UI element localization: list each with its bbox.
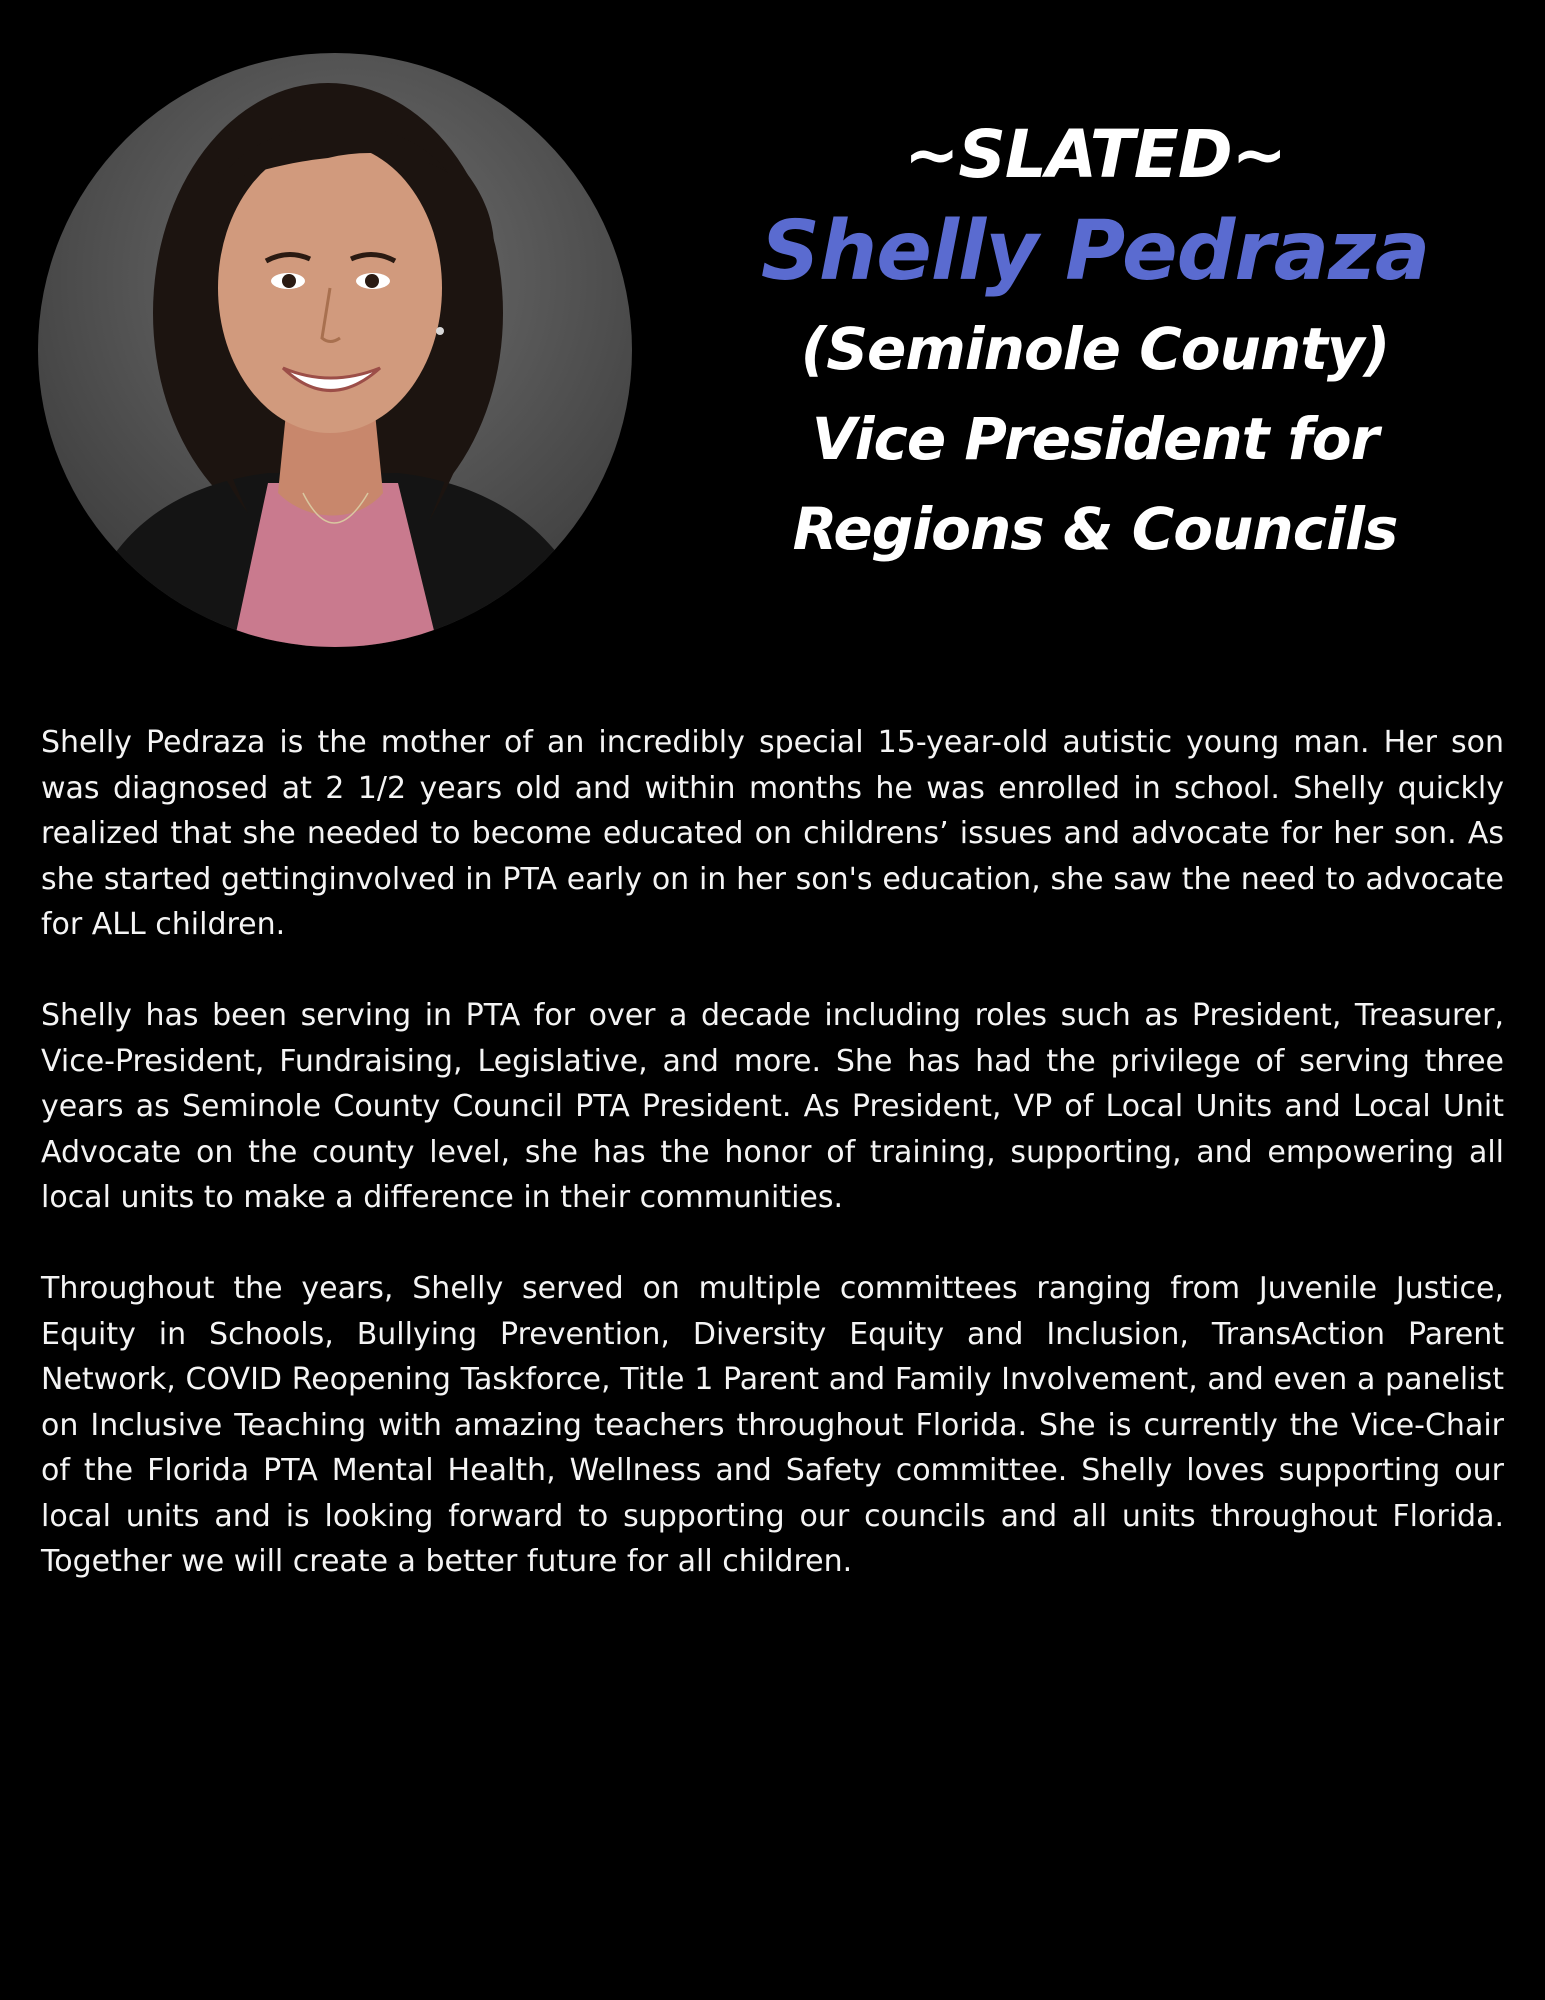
right-pupil [365,274,379,288]
slated-label: ~SLATED~ [904,116,1286,193]
bio-paragraph: Shelly has been serving in PTA for over a decade including roles such as President, Treasurer, Vice-President, Fundraising, Legislative, and more. She has had the privilege of serving three years as Seminole County Council PTA President. As President, VP of Local Units and Local Unit Advocate on the county level, she has the honor of training, supporting, and empowering all local units to make a difference in their communities. [41,998,1504,1215]
candidate-heading [700,110,1490,574]
earring [436,327,444,335]
bio-paragraph: Shelly Pedraza is the mother of an incredibly special 15-year-old autistic young man. Her son was diagnosed at 2 1/2 years old and within months he was enrolled in school. Shelly quickly realized that she needed to become educated on childrens’ issues and advocate for her son. As she started gettinginvolved in PTA early on in her son's education, she saw the need to advocate for ALL children. [41,725,1504,942]
county-label: (Seminole County) [800,315,1390,383]
position-title-line-2: Regions & Councils [792,495,1398,563]
bio-paragraph: Throughout the years, Shelly served on multiple committees ranging from Juvenile Justice, Equity in Schools, Bullying Prevention, Diversity Equity and Inclusion, TransAction Parent Network, COVID Reopening Taskforce, Title 1 Parent and Family Involvement, and even a panelist on Inclusive Teaching with amazing teachers throughout Florida. She is currently the Vice-Chair of the Florida PTA Mental Health, Wellness and Safety committee. Shelly loves supporting our local units and is looking forward to supporting our councils and all units throughout Florida. Together we will create a better future for all children. [41,1271,1504,1579]
position-title-line-1: Vice President for [811,405,1379,473]
left-pupil [282,274,296,288]
portrait-illustration [38,53,632,647]
candidate-portrait [38,53,632,647]
candidate-name: Shelly Pedraza [760,204,1430,299]
candidate-biography [41,720,1504,1630]
